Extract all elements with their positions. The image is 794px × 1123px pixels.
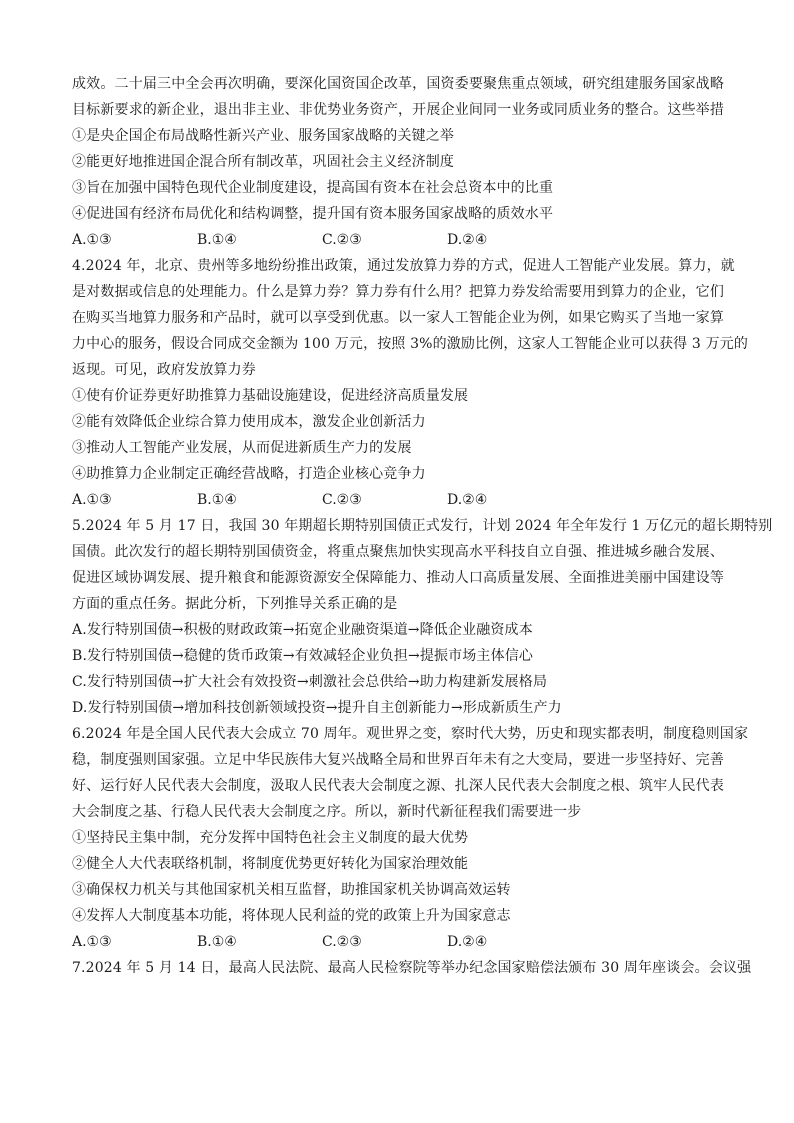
question-3-stem-line: 成效。二十届三中全会再次明确，要深化国资国企改革，国资委要聚焦重点领域，研究组建服务国家战略	[72, 76, 724, 92]
question-3-statement-3: ③旨在加强中国特色现代企业制度建设，提高国有资本在社会总资本中的比重	[72, 180, 554, 196]
question-4	[72, 253, 749, 513]
question-6-stem-line: 6.2024 年是全国人民代表大会成立 70 周年。观世界之变，察时代大势，历史和现实都表明，制度稳则国家	[72, 726, 749, 742]
exam-page	[72, 71, 773, 981]
question-4-stem-line: 是对数据或信息的处理能力。什么是算力券？算力券有什么用？把算力券发给需要用到算力的企业，它们	[72, 284, 724, 300]
question-4-statement-3: ③推动人工智能产业发展，从而促进新质生产力的发展	[72, 440, 412, 456]
question-4-statement-4: ④助推算力企业制定正确经营战略，打造企业核心竞争力	[72, 466, 426, 482]
option-c: C.②③	[322, 492, 362, 508]
question-6-statement-1: ①坚持民主集中制，充分发挥中国特色社会主义制度的最大优势	[72, 830, 469, 846]
option-b: B.①④	[197, 492, 237, 508]
question-7	[72, 955, 752, 981]
question-6-statement-3: ③确保权力机关与其他国家机关相互监督，助推国家机关协调高效运转	[72, 882, 511, 898]
question-3-statement-4: ④促进国有经济布局优化和结构调整，提升国有资本服务国家战略的质效水平	[72, 206, 554, 222]
question-5-stem-line: 国债。此次发行的超长期特别国债资金，将重点聚焦加快实现高水平科技自立自强、推进城乡融合发展、	[72, 544, 724, 560]
option-a: A.①③	[72, 232, 112, 248]
question-4-stem-line: 在购买当地算力服务和产品时，就可以享受到优惠。以一家人工智能企业为例，如果它购买了当地一家算	[72, 310, 724, 326]
option-c: C.②③	[322, 232, 362, 248]
question-6-statement-2: ②健全人大代表联络机制，将制度优势更好转化为国家治理效能	[72, 856, 469, 872]
question-4-stem-line: 4.2024 年，北京、贵州等多地纷纷推出政策，通过发放算力券的方式，促进人工智能产业发展。算力，就	[72, 258, 735, 274]
option-c: C.②③	[322, 934, 362, 950]
option-a: A.①③	[72, 492, 112, 508]
question-6-stem-line: 稳，制度强则国家强。立足中华民族伟大复兴战略全局和世界百年未有之大变局，要进一步坚持好、完善	[72, 752, 724, 768]
question-5-choice-b: B.发行特别国债→稳健的货币政策→有效减轻企业负担→提振市场主体信心	[72, 648, 534, 664]
question-5-stem-line: 5.2024 年 5 月 17 日，我国 30 年期超长期特别国债正式发行，计划 2024 年全年发行 1 万亿元的超长期特别	[72, 518, 773, 534]
question-4-statement-2: ②能有效降低企业综合算力使用成本，激发企业创新活力	[72, 414, 426, 430]
question-3-statement-1: ①是央企国企布局战略性新兴产业、服务国家战略的关键之举	[72, 128, 455, 144]
option-a: A.①③	[72, 934, 112, 950]
option-d: D.②④	[447, 934, 488, 950]
question-6-statement-4: ④发挥人大制度基本功能，将体现人民利益的党的政策上升为国家意志	[72, 908, 511, 924]
question-5-choice-a: A.发行特别国债→积极的财政政策→拓宽企业融资渠道→降低企业融资成本	[72, 622, 533, 638]
question-6-options	[72, 929, 724, 955]
question-5-choice-d: D.发行特别国债→增加科技创新领域投资→提升自主创新能力→形成新质生产力	[72, 700, 562, 716]
question-3-statement-2: ②能更好地推进国企混合所有制改革，巩固社会主义经济制度	[72, 154, 455, 170]
question-3-stem-line: 目标新要求的新企业，退出非主业、非优势业务资产，开展企业间同一业务或同质业务的整合。这些举措	[72, 102, 724, 118]
question-6-stem-line: 大会制度之基、行稳人民代表大会制度之序。所以，新时代新征程我们需要进一步	[72, 804, 582, 820]
question-5-stem-line: 促进区域协调发展、提升粮食和能源资源安全保障能力、推动人口高质量发展、全面推进美丽中国建设等	[72, 570, 724, 586]
question-3	[72, 71, 724, 253]
question-5-stem-line: 方面的重点任务。据此分析，下列推导关系正确的是	[72, 596, 398, 612]
question-5	[72, 513, 773, 721]
question-5-choice-c: C.发行特别国债→扩大社会有效投资→刺激社会总供给→助力构建新发展格局	[72, 674, 548, 690]
question-4-stem-line: 返现。可见，政府发放算力券	[72, 362, 256, 378]
question-3-options	[72, 227, 724, 253]
option-d: D.②④	[447, 232, 488, 248]
question-6	[72, 721, 749, 955]
option-d: D.②④	[447, 492, 488, 508]
option-b: B.①④	[197, 232, 237, 248]
question-4-stem-line: 力中心的服务，假设合同成交金额为 100 万元，按照 3%的激励比例，这家人工智能企业可以获得 3 万元的	[72, 336, 749, 352]
question-4-statement-1: ①使有价证券更好助推算力基础设施建设，促进经济高质量发展	[72, 388, 469, 404]
question-4-options	[72, 487, 724, 513]
question-6-stem-line: 好、运行好人民代表大会制度，汲取人民代表大会制度之源、扎深人民代表大会制度之根、筑牢人民代表	[72, 778, 724, 794]
option-b: B.①④	[197, 934, 237, 950]
question-7-stem-line: 7.2024 年 5 月 14 日，最高人民法院、最高人民检察院等举办纪念国家赔偿法颁布 30 周年座谈会。会议强	[72, 960, 752, 976]
